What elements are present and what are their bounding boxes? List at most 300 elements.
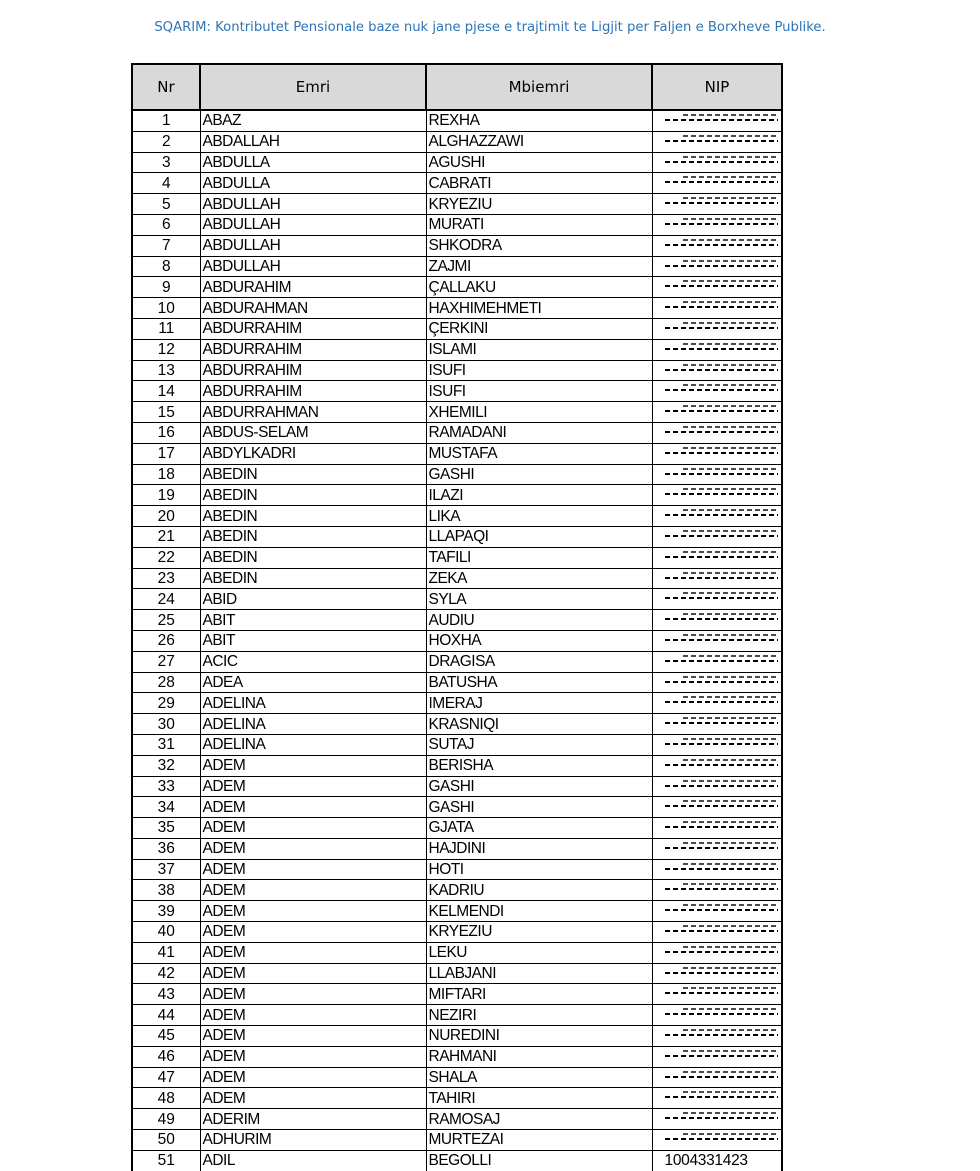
redacted-nip-mark [683,717,779,719]
redacted-nip-mark [665,660,779,662]
redacted-nip-mark [665,701,779,703]
row-nr: 39 [132,901,200,922]
table-row [132,194,782,215]
table-row [132,422,782,443]
redacted-nip-mark [665,389,779,391]
row-emri: ABDULLA [200,152,426,173]
row-mbiemri: LLAPAQI [426,526,652,547]
row-nip [652,714,782,735]
redacted-nip-mark [683,322,779,324]
row-nip [652,610,782,631]
table-row [132,797,782,818]
row-nip [652,859,782,880]
row-nip [652,277,782,298]
row-emri: ADEM [200,984,426,1005]
row-mbiemri: KADRIU [426,880,652,901]
row-mbiemri: AUDIU [426,610,652,631]
table-row [132,1005,782,1026]
row-nr: 3 [132,152,200,173]
table-row [132,901,782,922]
row-mbiemri: LLABJANI [426,963,652,984]
redacted-nip-mark [665,535,779,537]
redacted-nip-mark [683,1091,779,1093]
redacted-nip-mark [665,597,779,599]
row-emri: ADEM [200,755,426,776]
table-row [132,381,782,402]
redacted-nip-mark [665,431,779,433]
redacted-nip-mark [683,655,779,657]
redacted-nip-mark [683,405,779,407]
row-nip [652,797,782,818]
row-mbiemri: ISUFI [426,360,652,381]
row-nr: 20 [132,506,200,527]
row-nip [652,402,782,423]
row-mbiemri: AGUSHI [426,152,652,173]
row-nr: 17 [132,443,200,464]
table-row [132,672,782,693]
row-mbiemri: XHEMILI [426,402,652,423]
table-row [132,963,782,984]
row-nip [652,1005,782,1026]
row-emri: ABEDIN [200,526,426,547]
row-mbiemri: SUTAJ [426,734,652,755]
row-nr: 10 [132,298,200,319]
table-row [132,464,782,485]
row-mbiemri: MURATI [426,214,652,235]
row-mbiemri: GASHI [426,464,652,485]
row-nr: 7 [132,235,200,256]
row-nip [652,214,782,235]
row-emri: ADIL [200,1150,426,1170]
redacted-nip-mark [665,681,779,683]
row-emri: ADEM [200,922,426,943]
row-nip [652,672,782,693]
row-emri: ADELINA [200,693,426,714]
row-mbiemri: ÇERKINI [426,318,652,339]
row-emri: ABDULLAH [200,214,426,235]
row-mbiemri: ISUFI [426,381,652,402]
row-nip [652,568,782,589]
redacted-nip-mark [665,452,779,454]
redacted-nip-mark [683,1050,779,1052]
redacted-nip-mark [683,197,779,199]
table-row [132,838,782,859]
redacted-nip-mark [665,785,779,787]
row-emri: ADEM [200,880,426,901]
row-mbiemri: SHKODRA [426,235,652,256]
row-mbiemri: KRASNIQI [426,714,652,735]
redacted-nip-mark [665,805,779,807]
row-mbiemri: CABRATI [426,173,652,194]
redacted-nip-mark [683,1029,779,1031]
row-emri: ADEM [200,963,426,984]
row-mbiemri: TAFILI [426,547,652,568]
row-nip [652,256,782,277]
row-nip [652,173,782,194]
redacted-nip-mark [665,1076,779,1078]
row-nip [652,1067,782,1088]
table-row [132,318,782,339]
redacted-nip-mark [683,176,779,178]
redacted-nip-mark [683,821,779,823]
table-row [132,1088,782,1109]
table-row [132,755,782,776]
redacted-nip-mark [665,1013,779,1015]
table-row [132,214,782,235]
table-row [132,776,782,797]
row-nip [652,630,782,651]
row-mbiemri: HOTI [426,859,652,880]
row-nr: 21 [132,526,200,547]
row-nr: 49 [132,1109,200,1130]
row-emri: ADELINA [200,714,426,735]
redacted-nip-mark [683,280,779,282]
redacted-nip-mark [665,493,779,495]
row-nr: 51 [132,1150,200,1170]
table-row [132,734,782,755]
row-mbiemri: ÇALLAKU [426,277,652,298]
row-nr: 24 [132,589,200,610]
row-mbiemri: MURTEZAI [426,1130,652,1151]
row-mbiemri: ALGHAZZAWI [426,131,652,152]
redacted-nip-mark [683,800,779,802]
row-nip [652,755,782,776]
table-row [132,1150,782,1170]
row-emri: ABEDIN [200,506,426,527]
redacted-nip-mark [665,826,779,828]
row-emri: ADEM [200,942,426,963]
redacted-nip-mark [665,285,779,287]
redacted-nip-mark [683,967,779,969]
redacted-nip-mark [683,987,779,989]
pension-table [131,63,783,1171]
row-emri: ADELINA [200,734,426,755]
row-mbiemri: NEZIRI [426,1005,652,1026]
row-nr: 28 [132,672,200,693]
redacted-nip-mark [665,992,779,994]
row-nip [652,506,782,527]
row-nr: 13 [132,360,200,381]
row-mbiemri: KRYEZIU [426,922,652,943]
row-nip [652,1046,782,1067]
row-nr: 25 [132,610,200,631]
row-emri: ADEM [200,818,426,839]
redacted-nip-mark [683,364,779,366]
row-mbiemri: GASHI [426,776,652,797]
row-nip [652,984,782,1005]
redacted-nip-mark [683,863,779,865]
row-nr: 2 [132,131,200,152]
row-emri: ABDYLKADRI [200,443,426,464]
row-nr: 6 [132,214,200,235]
header-emri: Emri [200,64,426,110]
row-emri: ADEM [200,776,426,797]
table-row [132,235,782,256]
redacted-nip-mark [683,904,779,906]
table-row [132,152,782,173]
table-row [132,880,782,901]
table-row [132,1026,782,1047]
redacted-nip-mark [683,696,779,698]
row-nip [652,443,782,464]
redacted-nip-mark [683,218,779,220]
row-nr: 46 [132,1046,200,1067]
table-row [132,173,782,194]
row-nip [652,1150,782,1170]
disclaimer-note: SQARIM: Kontributet Pensionale baze nuk jane pjese e trajtimit te Ligjit per Faljen e Borxheve Publike. [154,20,826,35]
row-nip [652,1130,782,1151]
table-row [132,485,782,506]
redacted-nip-mark [683,488,779,490]
row-mbiemri: ILAZI [426,485,652,506]
row-nr: 29 [132,693,200,714]
row-nip [652,152,782,173]
redacted-nip-mark [683,1133,779,1135]
row-nip [652,1088,782,1109]
redacted-nip-mark [665,951,779,953]
table-row [132,277,782,298]
table-row [132,818,782,839]
row-nr: 43 [132,984,200,1005]
row-nip [652,838,782,859]
row-nr: 47 [132,1067,200,1088]
redacted-nip-mark [683,343,779,345]
row-mbiemri: GASHI [426,797,652,818]
row-emri: ADEM [200,1046,426,1067]
header-mbiemri: Mbiemri [426,64,652,110]
row-emri: ABAZ [200,110,426,131]
row-nip [652,1026,782,1047]
row-nr: 9 [132,277,200,298]
table-header-row [132,64,782,110]
redacted-nip-mark [683,634,779,636]
row-nr: 40 [132,922,200,943]
row-nr: 36 [132,838,200,859]
row-emri: ADEM [200,1067,426,1088]
row-mbiemri: MIFTARI [426,984,652,1005]
row-nip [652,422,782,443]
redacted-nip-mark [665,577,779,579]
redacted-nip-mark [665,888,779,890]
table-row [132,942,782,963]
row-mbiemri: NUREDINI [426,1026,652,1047]
redacted-nip-mark [665,722,779,724]
row-mbiemri: GJATA [426,818,652,839]
row-nip [652,110,782,131]
redacted-nip-mark [665,1117,779,1119]
table-row [132,630,782,651]
row-nr: 27 [132,651,200,672]
row-nr: 19 [132,485,200,506]
row-emri: ABDURRAHIM [200,360,426,381]
row-emri: ABDURRAHMAN [200,402,426,423]
redacted-nip-mark [683,738,779,740]
redacted-nip-mark [665,410,779,412]
row-nr: 44 [132,1005,200,1026]
row-nip [652,298,782,319]
row-emri: ADEM [200,1005,426,1026]
redacted-nip-mark [683,883,779,885]
row-mbiemri: RAMOSAJ [426,1109,652,1130]
row-emri: ABDULLAH [200,256,426,277]
redacted-nip-mark [683,1008,779,1010]
redacted-nip-mark [683,572,779,574]
row-nip [652,131,782,152]
redacted-nip-mark [665,265,779,267]
row-nip [652,464,782,485]
row-nr: 22 [132,547,200,568]
row-nr: 16 [132,422,200,443]
row-nip [652,235,782,256]
row-nr: 14 [132,381,200,402]
row-nr: 4 [132,173,200,194]
row-nr: 33 [132,776,200,797]
redacted-nip-mark [665,868,779,870]
row-mbiemri: BERISHA [426,755,652,776]
row-emri: ABDULLAH [200,235,426,256]
redacted-nip-mark [665,1034,779,1036]
redacted-nip-mark [683,759,779,761]
nip-value: 1004331423 [664,1152,748,1170]
row-nr: 30 [132,714,200,735]
redacted-nip-mark [683,384,779,386]
table-row [132,589,782,610]
table-row [132,1067,782,1088]
row-mbiemri: REXHA [426,110,652,131]
redacted-nip-mark [683,301,779,303]
row-emri: ABDULLAH [200,194,426,215]
row-nip [652,589,782,610]
header-nip: NIP [652,64,782,110]
table-row [132,131,782,152]
redacted-nip-mark [665,1055,779,1057]
row-nip [652,485,782,506]
row-mbiemri: BATUSHA [426,672,652,693]
row-nr: 35 [132,818,200,839]
redacted-nip-mark [665,556,779,558]
redacted-nip-mark [683,468,779,470]
redacted-nip-mark [665,327,779,329]
row-emri: ADEM [200,859,426,880]
row-emri: ABDURAHMAN [200,298,426,319]
row-emri: ABDURRAHIM [200,339,426,360]
row-emri: ADEA [200,672,426,693]
row-nip [652,339,782,360]
table-row [132,443,782,464]
row-emri: ABDULLA [200,173,426,194]
table-row [132,859,782,880]
table-row [132,256,782,277]
row-mbiemri: ZEKA [426,568,652,589]
row-mbiemri: IMERAJ [426,693,652,714]
row-mbiemri: TAHIRI [426,1088,652,1109]
row-nr: 42 [132,963,200,984]
redacted-nip-mark [665,244,779,246]
row-nr: 37 [132,859,200,880]
row-nr: 8 [132,256,200,277]
row-nr: 15 [132,402,200,423]
row-nr: 50 [132,1130,200,1151]
redacted-nip-mark [683,260,779,262]
row-emri: ABDUS-SELAM [200,422,426,443]
table-row [132,922,782,943]
row-nip [652,318,782,339]
row-emri: ABEDIN [200,464,426,485]
redacted-nip-mark [665,202,779,204]
redacted-nip-mark [683,135,779,137]
row-emri: ADEM [200,1088,426,1109]
redacted-nip-mark [683,1071,779,1073]
row-nip [652,901,782,922]
row-nip [652,360,782,381]
row-emri: ABID [200,589,426,610]
row-emri: ABDALLAH [200,131,426,152]
redacted-nip-mark [683,676,779,678]
redacted-nip-mark [665,639,779,641]
row-nr: 32 [132,755,200,776]
redacted-nip-mark [665,930,779,932]
row-nr: 23 [132,568,200,589]
row-nip [652,942,782,963]
header-nr: Nr [132,64,200,110]
redacted-nip-mark [683,925,779,927]
row-emri: ABDURRAHIM [200,318,426,339]
row-emri: ABIT [200,610,426,631]
row-emri: ADEM [200,1026,426,1047]
redacted-nip-mark [665,140,779,142]
row-nip [652,776,782,797]
redacted-nip-mark [683,156,779,158]
row-emri: ABIT [200,630,426,651]
redacted-nip-mark [665,909,779,911]
table-row [132,360,782,381]
row-mbiemri: KRYEZIU [426,194,652,215]
redacted-nip-mark [683,780,779,782]
table-row [132,402,782,423]
table-row [132,298,782,319]
table-row [132,506,782,527]
row-nip [652,547,782,568]
redacted-nip-mark [665,743,779,745]
row-nip [652,381,782,402]
row-emri: ADEM [200,838,426,859]
redacted-nip-mark [665,764,779,766]
table-row [132,1109,782,1130]
row-nip [652,651,782,672]
row-nr: 48 [132,1088,200,1109]
redacted-nip-mark [665,181,779,183]
row-nip [652,963,782,984]
row-mbiemri: LEKU [426,942,652,963]
row-nip [652,194,782,215]
row-emri: ADEM [200,901,426,922]
row-nip [652,734,782,755]
row-emri: ABDURRAHIM [200,381,426,402]
table-row [132,693,782,714]
row-mbiemri: MUSTAFA [426,443,652,464]
row-nr: 1 [132,110,200,131]
redacted-nip-mark [665,306,779,308]
redacted-nip-mark [665,1096,779,1098]
row-mbiemri: HAJDINI [426,838,652,859]
row-nr: 41 [132,942,200,963]
row-emri: ACIC [200,651,426,672]
row-emri: ADERIM [200,1109,426,1130]
redacted-nip-mark [665,473,779,475]
row-mbiemri: RAMADANI [426,422,652,443]
row-nr: 45 [132,1026,200,1047]
redacted-nip-mark [683,842,779,844]
